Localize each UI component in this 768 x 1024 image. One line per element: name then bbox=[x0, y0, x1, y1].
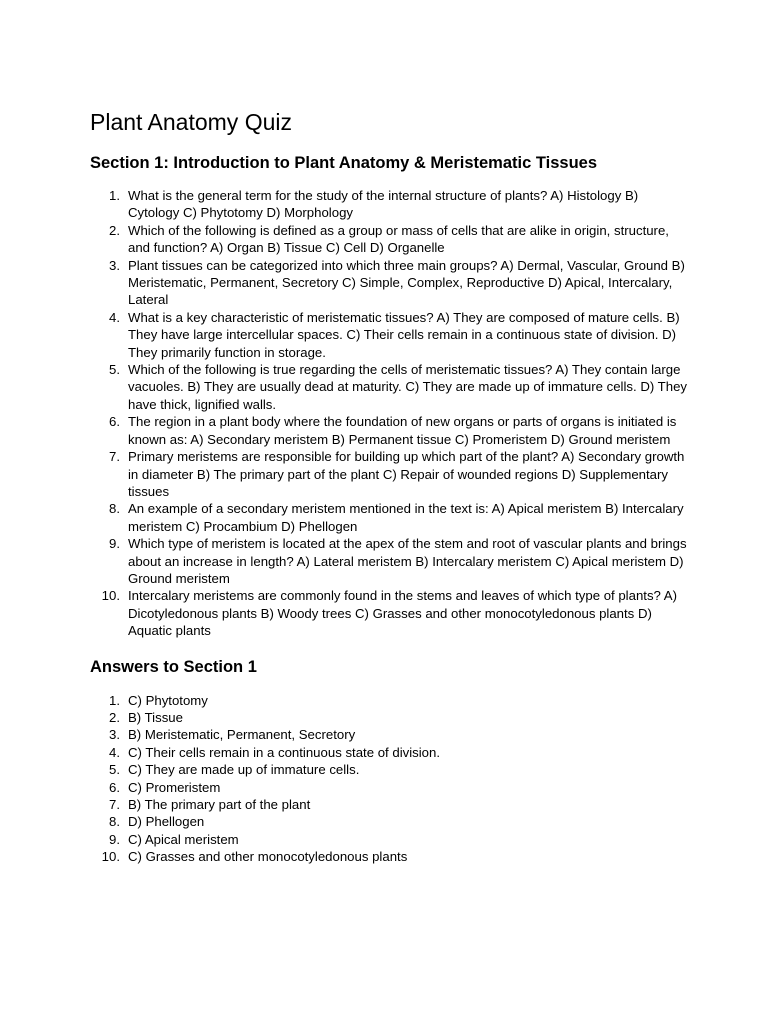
answer-number: 9. bbox=[109, 831, 120, 847]
answer-item bbox=[90, 831, 688, 848]
answer-item bbox=[90, 709, 688, 726]
question-number: 8. bbox=[109, 501, 120, 517]
question-text: What is a key characteristic of meristematic tissues? A) They are composed of mature cells. B) They have large intercellular spaces. C) Their cells remain in a continuous state of division. D) They primarily function in storage. bbox=[128, 309, 680, 360]
question-list bbox=[90, 187, 688, 640]
question-item bbox=[90, 187, 688, 222]
answer-item bbox=[90, 813, 688, 830]
question-item bbox=[90, 309, 688, 361]
answer-text: D) Phellogen bbox=[128, 814, 205, 830]
answer-item bbox=[90, 692, 688, 709]
question-text: Which of the following is true regarding the cells of meristematic tissues? A) They contain large vacuoles. B) They are usually dead at maturity. C) They are made up of immature cells. D) They have thick, lignified walls. bbox=[128, 362, 687, 412]
question-item bbox=[90, 535, 688, 587]
question-number: 2. bbox=[109, 222, 120, 238]
question-item bbox=[90, 587, 688, 639]
question-text: Intercalary meristems are commonly found in the stems and leaves of which type of plants? A) Dicotyledonous plants B) Woody trees C) Grasses and other monocotyledonous plants D) Aquatic plants bbox=[128, 588, 677, 639]
answer-text: C) Promeristem bbox=[128, 779, 221, 795]
answer-text: C) Grasses and other monocotyledonous plants bbox=[128, 849, 408, 865]
answer-text: B) Meristematic, Permanent, Secretory bbox=[128, 727, 356, 743]
question-item bbox=[90, 257, 688, 309]
answer-item bbox=[90, 848, 688, 865]
answer-number: 7. bbox=[109, 797, 120, 812]
answer-number: 8. bbox=[109, 814, 120, 830]
answer-list bbox=[90, 692, 688, 866]
answer-number: 4. bbox=[109, 744, 120, 760]
question-text: Which of the following is defined as a group or mass of cells that are alike in origin, structure, and function? A) Organ B) Tissue C) Cell D) Organelle bbox=[128, 222, 669, 256]
answer-number: 5. bbox=[109, 762, 120, 778]
question-text: Which type of meristem is located at the apex of the stem and root of vascular plants and brings about an increase in length? A) Lateral meristem B) Intercalary meristem C) Apical meristem D) Ground meristem bbox=[128, 536, 687, 586]
answer-item bbox=[90, 744, 688, 761]
answer-text: B) The primary part of the plant bbox=[128, 797, 311, 812]
question-item bbox=[90, 413, 688, 448]
question-number: 3. bbox=[109, 257, 120, 273]
question-number: 7. bbox=[109, 449, 120, 465]
answer-text: C) Their cells remain in a continuous state of division. bbox=[128, 744, 441, 760]
question-number: 6. bbox=[109, 414, 120, 430]
answer-number: 1. bbox=[109, 692, 120, 708]
question-number: 9. bbox=[109, 536, 120, 552]
answer-number: 10. bbox=[101, 849, 120, 865]
answer-text: C) Phytotomy bbox=[128, 692, 208, 708]
answer-text: C) They are made up of immature cells. bbox=[128, 762, 360, 778]
question-item bbox=[90, 448, 688, 500]
question-text: What is the general term for the study of the internal structure of plants? A) Histology B) Cytology C) Phytotomy D) Morphology bbox=[128, 188, 639, 221]
question-number: 10. bbox=[101, 588, 120, 604]
answer-number: 6. bbox=[109, 779, 120, 795]
question-number: 1. bbox=[109, 188, 120, 203]
page-title: Plant Anatomy Quiz bbox=[90, 109, 292, 135]
answer-number: 3. bbox=[109, 727, 120, 743]
question-text: The region in a plant body where the foundation of new organs or parts of organs is initiated is known as: A) Secondary meristem B) Permanent tissue C) Promeristem D) Ground meristem bbox=[128, 414, 677, 447]
answers-heading: Answers to Section 1 bbox=[90, 657, 257, 676]
question-text: An example of a secondary meristem mentioned in the text is: A) Apical meristem B) Intercalary meristem C) Procambium D) Phellogen bbox=[128, 501, 684, 534]
answer-item bbox=[90, 726, 688, 743]
question-item bbox=[90, 361, 688, 413]
question-item bbox=[90, 222, 688, 257]
answer-text: B) Tissue bbox=[128, 709, 183, 725]
answer-item bbox=[90, 796, 688, 813]
answer-item bbox=[90, 779, 688, 796]
answer-number: 2. bbox=[109, 709, 120, 725]
question-item bbox=[90, 500, 688, 535]
answer-text: C) Apical meristem bbox=[128, 831, 239, 847]
question-number: 4. bbox=[109, 309, 120, 325]
question-text: Plant tissues can be categorized into which three main groups? A) Dermal, Vascular, Ground B) Meristematic, Permanent, Secretory C) Simple, Complex, Reproductive D) Apical, Intercalary, Lateral bbox=[128, 257, 685, 308]
question-number: 5. bbox=[109, 362, 120, 378]
answer-item bbox=[90, 761, 688, 778]
section-1-heading: Section 1: Introduction to Plant Anatomy & Meristematic Tissues bbox=[90, 154, 598, 172]
question-text: Primary meristems are responsible for building up which part of the plant? A) Secondary growth in diameter B) The primary part of the plant C) Repair of wounded regions D) Supplementary tissues bbox=[128, 449, 685, 499]
